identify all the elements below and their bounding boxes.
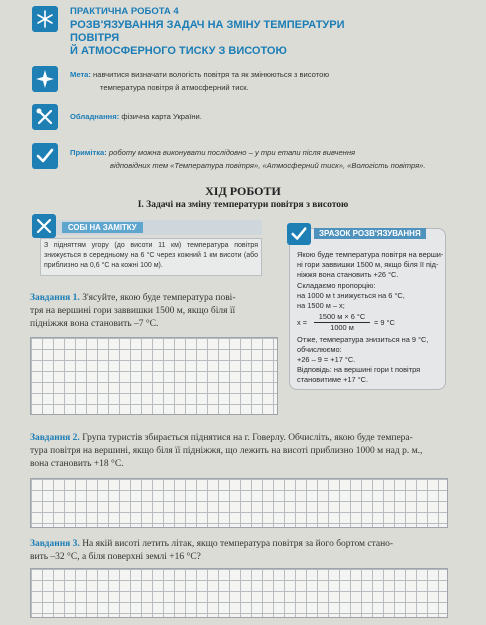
sample-line: Якою буде температура повітря на верши- [297,250,444,259]
sample-line: Отже, температура знизиться на 9 °С, [297,335,429,344]
sample-line: ніжжя вона становить +26 °С. [297,270,399,279]
task-2: Завдання 2. Група туристів збирається піднятися на г. Говерлу. Обчисліть, якою буде темпера- тура повітря на вершині, якщо біля її підніжжя, що лежить на висоті приблизно 1000 м над р. м., вона становить +18 °С. [30,433,423,469]
remark-row: Примітка: роботу можна виконувати послідовно – у три етапи після вивчення відповідних тем «Температура повітря», «Атмосферний тиск», «Вологість повітря». [70,148,426,170]
note-text: З підняттям угору (до висоти 11 км) температура повітря знижується в середньому на 6 °С через кожний 1 км висоти (або приблизно на 0,6 °С на кожні 100 м). [40,238,262,276]
task-3: Завдання 3. На якій висоті летить літак, якщо температура повітря за його бортом стано- вить –32 °С, а біля поверхні землі +16 °С? [30,539,394,562]
compass-icon [32,66,58,92]
formula-prefix: x = [297,318,308,327]
sample-tag: ЗРАЗОК РОЗВ'ЯЗУВАННЯ [314,228,426,239]
formula-numerator: 1500 м × 6 °С [318,312,366,321]
note-tools-icon [32,214,56,238]
sample-line: Відповідь: на вершині гори t повітря [297,365,421,374]
task-1: Завдання 1. З'ясуйте, якою буде температура пові- тря на вершині гори заввишки 1500 м, якщо біля її підніжжя вона становить –7 °С. [30,293,236,329]
snowflake-icon [32,6,58,32]
section-subtitle: І. Задачі на зміну температури повітря з висотою [137,200,349,210]
formula-denominator: 1000 м [330,323,354,332]
page-title: РОЗВ'ЯЗУВАННЯ ЗАДАЧ НА ЗМІНУ ТЕМПЕРАТУРИ ПОВІТРЯ Й АТМОСФЕРНОГО ТИСКУ З ВИСОТОЮ [70,19,345,57]
sample-line: обчислюємо: [297,345,342,354]
goal-row: Мета: навчитися визначати вологість повітря та як змінюються з висотою температура повітря й атмосферний тиск. [70,70,330,92]
answer-grid-3[interactable] [30,568,448,618]
sample-line: на 1000 м t знижується на 6 °С, [297,291,405,300]
answer-grid-1[interactable] [30,337,278,415]
sample-line: Складаємо пропорцію: [297,281,376,290]
work-label: ПРАКТИЧНА РОБОТА 4 [70,6,179,17]
formula-result: = 9 °С [374,318,395,327]
sample-line: на 1500 м – х; [297,301,345,310]
sample-line: ні гори заввишки 1500 м, якщо біля її під- [297,260,439,269]
sample-line: +26 – 9 = +17 °С. [297,355,356,364]
checkmark-icon [32,143,58,169]
answer-grid-2[interactable] [30,478,448,528]
sample-check-icon [287,223,311,245]
tools-icon [32,104,58,130]
sample-line: становитиме +17 °С. [297,375,369,384]
note-tag: СОБІ НА ЗАМІТКУ [62,222,143,233]
section-title: ХІД РОБОТИ [205,184,281,198]
equipment-row: Обладнання: фізична карта України. [70,112,202,121]
